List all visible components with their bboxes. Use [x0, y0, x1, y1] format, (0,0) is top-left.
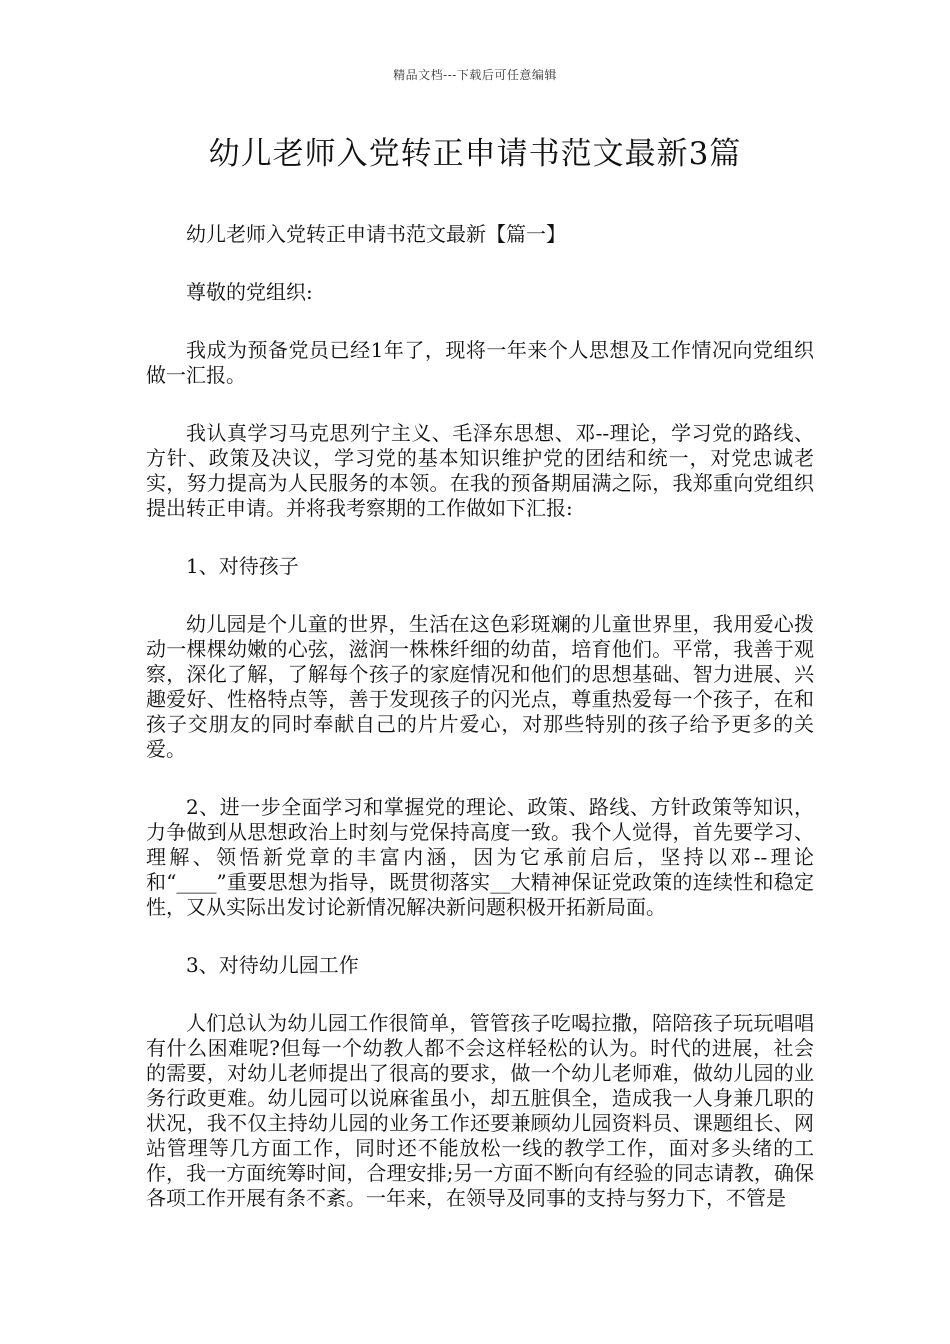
paragraph: 幼儿园是个儿童的世界，生活在这色彩斑斓的儿童世界里，我用爱心拨动一棵棵幼嫩的心弦，滋润一株株纤细的幼苗，培育他们。平常，我善于观察，深化了解，了解每个孩子的家庭情况和他们的思想基础、智力进展、兴趣爱好、性格特点等，善于发现孩子的闪光点，尊重热爱每一个孩子，在和孩子交朋友的同时奉献自己的片片爱心，对那些特别的孩子给予更多的关爱。 — [146, 612, 814, 761]
subheading: 3、对待幼儿园工作 — [186, 953, 359, 977]
subheading: 1、对待孩子 — [186, 554, 299, 578]
salutation: 尊敬的党组织: — [186, 280, 313, 304]
section-heading: 幼儿老师入党转正申请书范文最新【篇一】 — [186, 222, 566, 246]
document-title: 幼儿老师入党转正申请书范文最新3篇 — [208, 136, 742, 172]
header-note: 精品文档---下载后可任意编辑 — [393, 68, 557, 82]
document-body — [146, 222, 814, 1244]
paragraph: 我认真学习马克思列宁主义、毛泽东思想、邓--理论，学习党的路线、方针、政策及决议，学习党的基本知识维护党的团结和统一，对党忠诚老实，努力提高为人民服务的本领。在我的预备期届满之际，我郑重向党组织提出转正申请。并将我考察期的工作做如下汇报: — [146, 421, 814, 520]
paragraph: 2、进一步全面学习和掌握党的理论、政策、路线、方针政策等知识，力争做到从思想政治上时刻与党保持高度一致。我个人觉得，首先要学习、理解、领悟新党章的丰富内涵，因为它承前启后，坚持以邓--理论和“____”重要思想为指导，既贯彻落实__大精神保证党政策的连续性和稳定性，又从实际出发讨论新情况解决新问题积极开拓新局面。 — [146, 795, 814, 919]
paragraph: 人们总认为幼儿园工作很简单，管管孩子吃喝拉撒，陪陪孩子玩玩唱唱有什么困难呢?但每一个幼教人都不会这样轻松的认为。时代的进展，社会的需要，对幼儿老师提出了很高的要求，做一个幼儿老师难，做幼儿园的业务行政更难。幼儿园可以说麻雀虽小，却五脏俱全，造成我一人身兼几职的状况，我不仅主持幼儿园的业务工作还要兼顾幼儿园资料员、课题组长、网站管理等几方面工作，同时还不能放松一线的教学工作，面对多头绪的工作，我一方面统筹时间，合理安排;另一方面不断向有经验的同志请教，确保各项工作开展有条不紊。一年来，在领导及同事的支持与努力下，不管是 — [146, 1011, 814, 1210]
paragraph: 我成为预备党员已经1年了，现将一年来个人思想及工作情况向党组织做一汇报。 — [146, 338, 814, 387]
